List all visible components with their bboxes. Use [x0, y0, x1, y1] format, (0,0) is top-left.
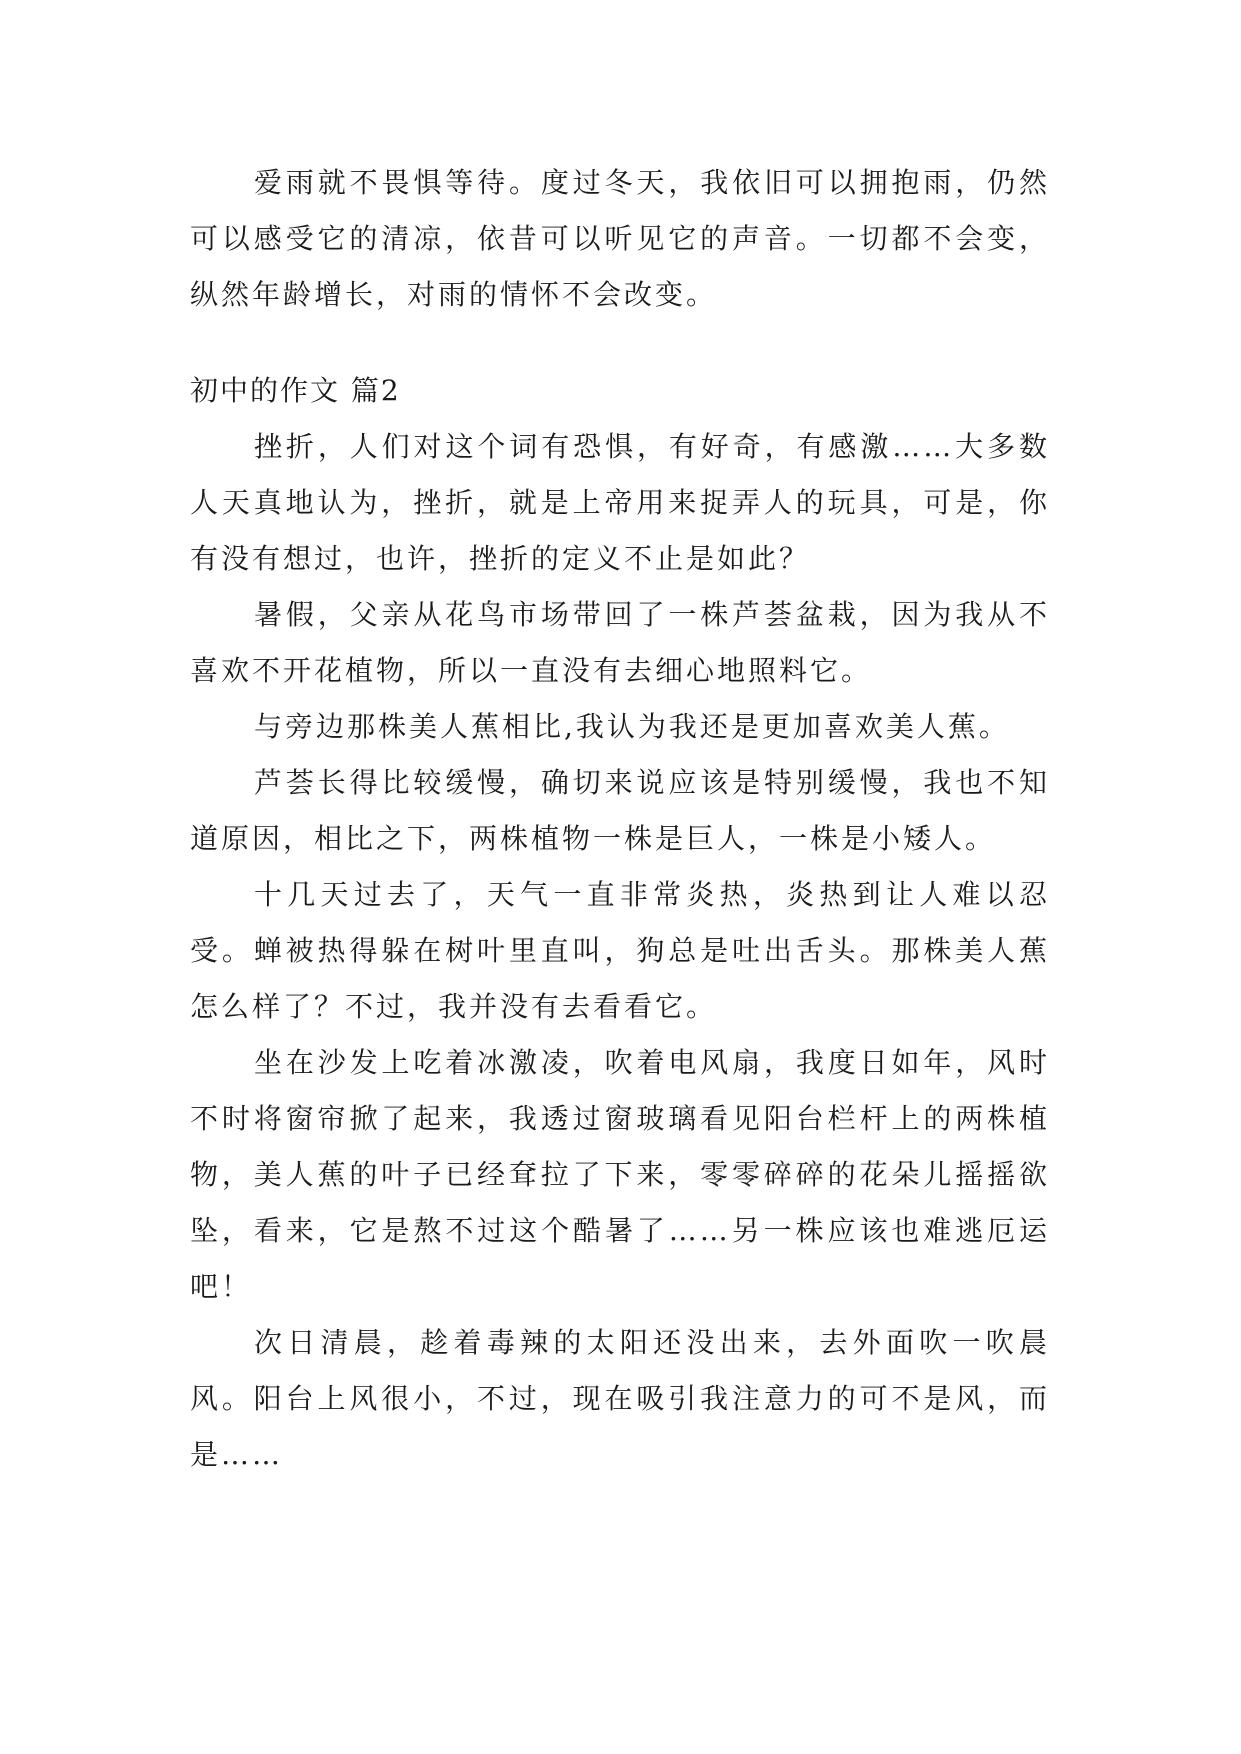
paragraph: 十几天过去了，天气一直非常炎热，炎热到让人难以忍受。蝉被热得躲在树叶里直叫，狗总是吐出舌头。那株美人蕉怎么样了？不过，我并没有去看看它。: [190, 878, 1050, 1023]
paragraph: 暑假，父亲从花鸟市场带回了一株芦荟盆栽，因为我从不喜欢不开花植物，所以一直没有去细心地照料它。: [190, 598, 1050, 687]
paragraph: 与旁边那株美人蕉相比,我认为我还是更加喜欢美人蕉。: [254, 710, 1010, 743]
paragraph: 坐在沙发上吃着冰激凌，吹着电风扇，我度日如年，风时不时将窗帘掀了起来，我透过窗玻璃看见阳台栏杆上的两株植物，美人蕉的叶子已经耷拉了下来，零零碎碎的花朵儿摇摇欲坠，看来，它是熬不过这个酷暑了……另一株应该也难逃厄运吧！: [190, 1046, 1050, 1303]
essay-heading: 初中的作文 篇2: [190, 374, 401, 407]
paragraph: 次日清晨，趁着毒辣的太阳还没出来，去外面吹一吹晨风。阳台上风很小，不过，现在吸引我注意力的可不是风，而是……: [190, 1326, 1050, 1471]
document-body: [190, 155, 1050, 1483]
paragraph: 挫折，人们对这个词有恐惧，有好奇，有感激……大多数人天真地认为，挫折，就是上帝用来捉弄人的玩具，可是，你有没有想过，也许，挫折的定义不止是如此？: [190, 430, 1050, 575]
paragraph: 爱雨就不畏惧等待。度过冬天，我依旧可以拥抱雨，仍然可以感受它的清凉，依昔可以听见它的声音。一切都不会变，纵然年龄增长，对雨的情怀不会改变。: [190, 166, 1050, 311]
paragraph: 芦荟长得比较缓慢，确切来说应该是特别缓慢，我也不知道原因，相比之下，两株植物一株是巨人，一株是小矮人。: [190, 766, 1050, 855]
